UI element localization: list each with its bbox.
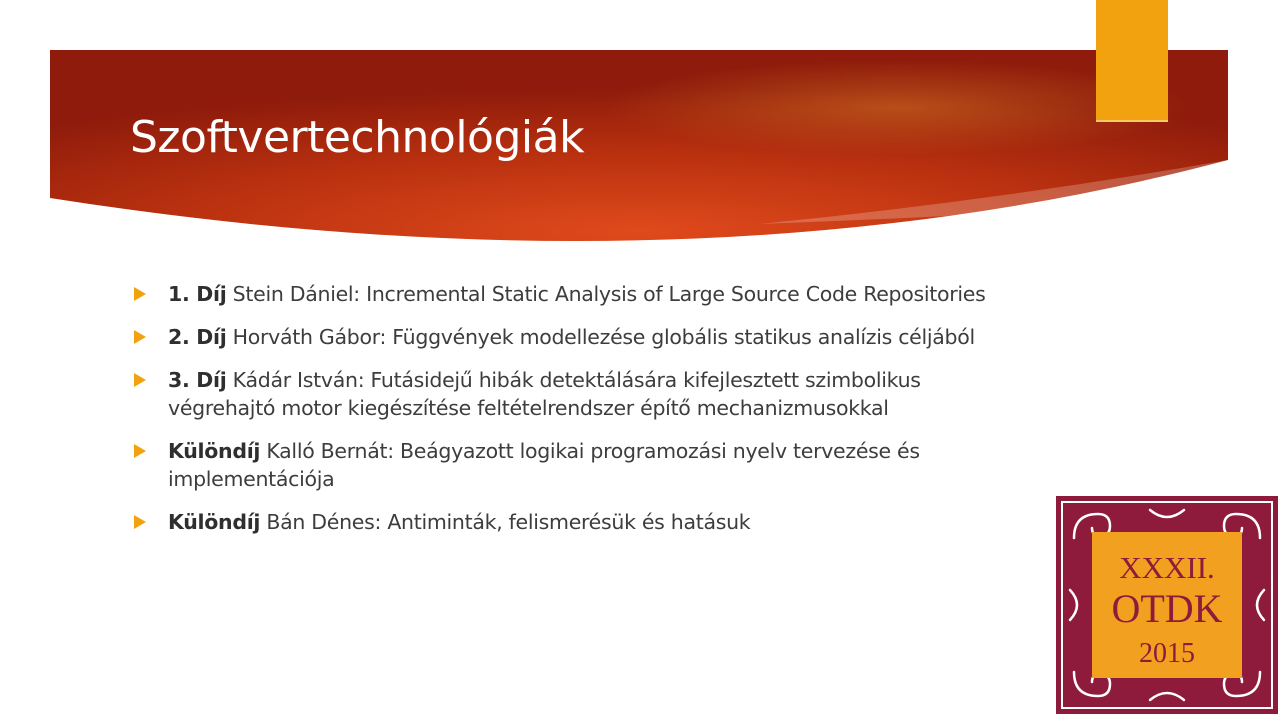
entry-text: Kalló Bernát: Beágyazott logikai programozási nyelv tervezése és implementációja xyxy=(168,439,920,491)
list-item xyxy=(130,508,1030,536)
entry-text: Bán Dénes: Antiminták, felismerésük és hatásuk xyxy=(260,510,751,534)
award-list xyxy=(130,280,1030,551)
accent-tab xyxy=(1096,0,1168,122)
triangle-bullet-icon xyxy=(134,515,146,529)
award-label: Különdíj xyxy=(168,510,261,534)
triangle-bullet-icon xyxy=(134,287,146,301)
list-item xyxy=(130,366,1030,422)
logo-edition: XXXII. xyxy=(1119,550,1215,585)
triangle-bullet-icon xyxy=(134,444,146,458)
logo-name: OTDK xyxy=(1111,586,1223,631)
logo-year: 2015 xyxy=(1139,638,1195,669)
list-item xyxy=(130,323,1030,351)
entry-text: Horváth Gábor: Függvények modellezése globális statikus analízis céljából xyxy=(226,325,975,349)
entry-text: Kádár István: Futásidejű hibák detektálására kifejlesztett szimbolikus végrehajtó motor kiegészítése feltételrendszer építő mechanizmusokkal xyxy=(168,368,921,420)
list-item xyxy=(130,437,1030,493)
slide-title: Szoftvertechnológiák xyxy=(130,112,585,163)
award-label: 3. Díj xyxy=(168,368,227,392)
otdk-logo xyxy=(1054,494,1280,716)
award-label: 2. Díj xyxy=(168,325,227,349)
triangle-bullet-icon xyxy=(134,373,146,387)
entry-text: Stein Dániel: Incremental Static Analysis of Large Source Code Repositories xyxy=(226,282,986,306)
triangle-bullet-icon xyxy=(134,330,146,344)
award-label: 1. Díj xyxy=(168,282,227,306)
list-item xyxy=(130,280,1030,308)
award-label: Különdíj xyxy=(168,439,261,463)
